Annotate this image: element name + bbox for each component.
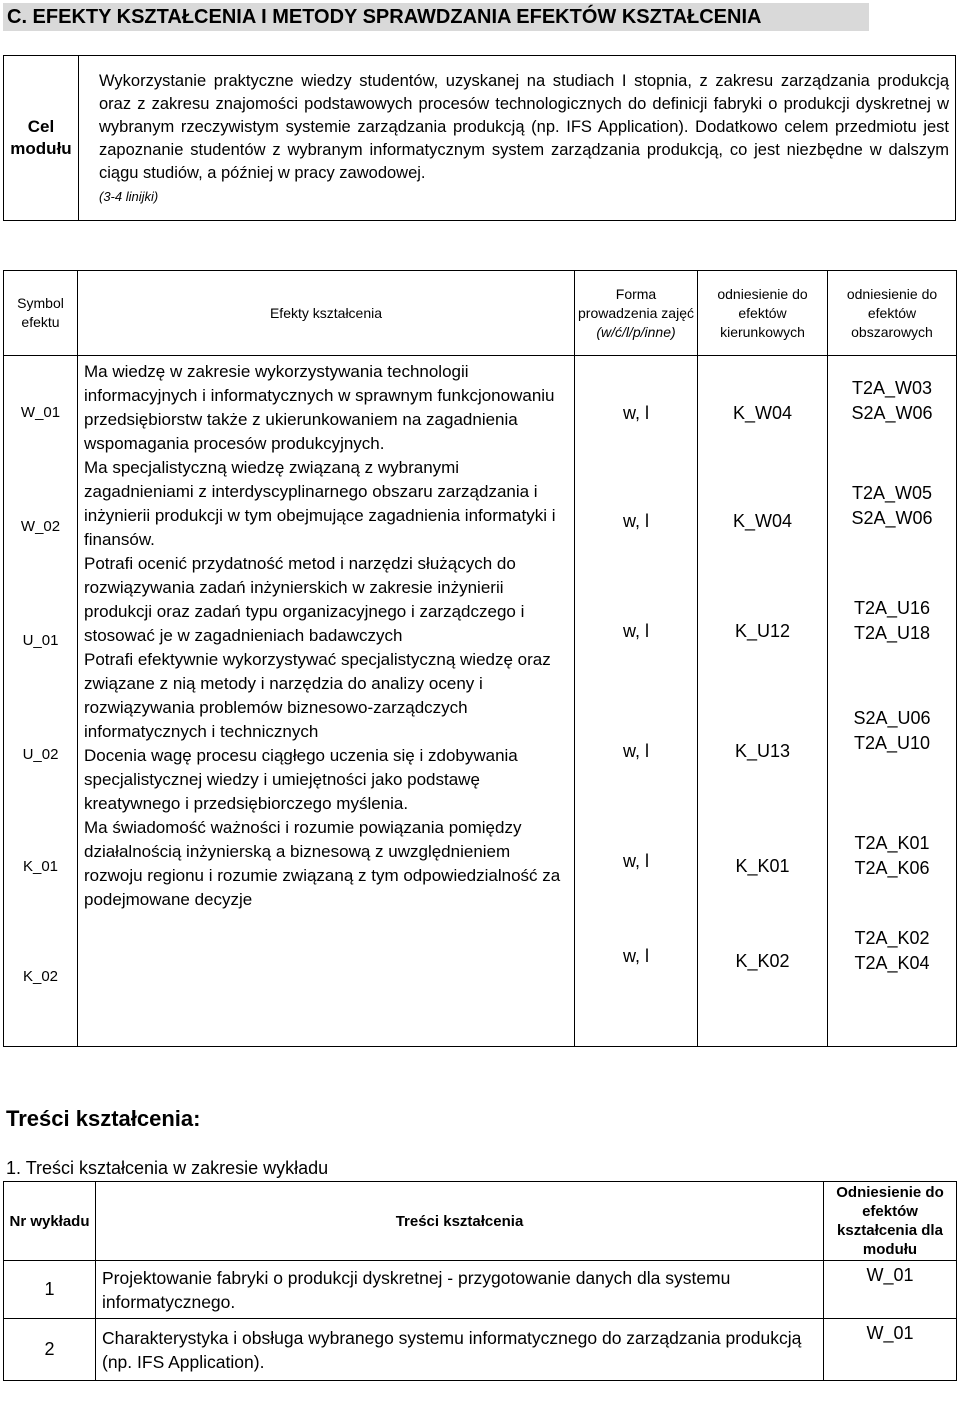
obsz-k01-a: T2A_K01 [854,833,930,853]
forma-u01: w, l [622,621,649,641]
module-goal-label [4,56,79,221]
obsz-w01-b: S2A_W06 [851,403,933,423]
header-lecture-content: Treści kształcenia [96,1182,824,1261]
header-forma-main: Forma prowadzenia zajęć [578,285,694,321]
kier-w02: K_W04 [732,511,793,531]
symbol-k02: K_02 [22,968,59,985]
forma-column [575,356,698,1047]
lecture-ref-2: W_01 [824,1319,957,1381]
symbol-w01: W_01 [20,404,61,421]
header-lecture-nr: Nr wykładu [4,1182,96,1261]
forma-k01: w, l [622,851,649,871]
table-row [4,1319,957,1381]
symbol-u01: U_01 [22,632,59,649]
lecture-ref-1: W_01 [824,1261,957,1319]
obsz-u01 [828,576,956,696]
effect-desc-u01: Potrafi ocenić przydatność metod i narzędzi służących do rozwiązywania zadań inżynierskich w zakresie inżynierii produkcji oraz zadań typu organizacyjnego i zarządczego i stosować je w zagadnieniach badawczych [84,554,525,645]
module-goal-text [79,56,956,221]
obsz-w02-a: T2A_W05 [851,483,933,503]
effects-descriptions [78,356,575,1047]
kier-u01: K_U12 [734,621,791,641]
kier-k02: K_K02 [735,951,790,971]
obsz-k02-a: T2A_K02 [854,928,930,948]
forma-w01: w, l [622,403,649,423]
tresci-subheading: 1. Treści kształcenia w zakresie wykładu [6,1158,329,1178]
header-kierunkowe: odniesienie do efektów kierunkowych [698,271,828,356]
obsz-u02-a: S2A_U06 [853,708,931,728]
module-goal-note: (3-4 linijki) [99,189,159,204]
kierunkowe-column [698,356,828,1047]
lecture-content-2: Charakterystyka i obsługa wybranego systemu informatycznego do zarządzania produkcją (np. IFS Application). [96,1319,824,1381]
kier-k01: K_K01 [735,856,790,876]
obsz-w02-b: S2A_W06 [851,508,933,528]
lecture-nr-2: 2 [4,1319,96,1381]
lecture-nr-1: 1 [4,1261,96,1319]
obsz-w01 [828,356,956,466]
effect-desc-u02: Potrafi efektywnie wykorzystywać specjalistyczną wiedzę oraz związane z nią metody i narzędzia do analizy oceny i rozwiązywania problemów biznesowo-zarządczych informatycznych i technicznych [84,650,551,741]
header-lecture-ref: Odniesienie do efektów kształcenia dla modułu [824,1182,957,1261]
effects-table [3,270,957,1047]
obsz-k01-b: T2A_K06 [854,858,930,878]
forma-w02: w, l [622,511,649,531]
module-goal-table [3,55,956,221]
symbol-u02: U_02 [22,746,59,763]
header-forma [575,271,698,356]
effect-desc-w02: Ma specjalistyczną wiedzę związaną z wybranymi zagadnieniami z interdyscyplinarnego obszaru zarządzania i inżynierii produkcji w tym obejmujące zagadnienia informatyki i finansów. [84,458,556,549]
effect-desc-k02: Ma świadomość ważności i rozumie powiązania pomiędzy działalnością inżynierską a biznesową z uwzględnieniem rozwoju regionu i rozumie związaną z tym odpowiedzialność za podejmowane decyzje [84,818,561,909]
obszarowe-column [828,356,957,1047]
header-obszarowe: odniesienie do efektów obszarowych [828,271,957,356]
obsz-w01-a: T2A_W03 [851,378,933,398]
symbol-k01: K_01 [22,858,59,875]
section-heading: C. EFEKTY KSZTAŁCENIA I METODY SPRAWDZANIA EFEKTÓW KSZTAŁCENIA [3,3,869,31]
effect-desc-k01: Docenia wagę procesu ciągłego uczenia się i zdobywania specjalistycznej wiedzy i umiejętności jako podstawę kreatywnego i przedsiębiorczego myślenia. [84,746,518,813]
obsz-u01-b: T2A_U18 [853,623,931,643]
kier-w01: K_W04 [732,403,793,423]
symbols-cell [4,356,78,1047]
forma-u02: w, l [622,741,649,761]
obsz-k01 [828,816,956,911]
symbol-w02: W_02 [20,518,61,535]
table-row [4,1261,957,1319]
tresci-heading: Treści kształcenia: [6,1106,201,1131]
forma-k02: w, l [622,946,649,966]
obsz-w02 [828,466,956,576]
kier-u02: K_U13 [734,741,791,761]
module-goal-paragraph: Wykorzystanie praktyczne wiedzy studentów, uzyskanej na studiach I stopnia, z zakresu zarządzania produkcją oraz z zakresu znajomości podstawowych procesów technologicznych do definicji fabryki o produkcji dyskretnej w wybranym rzeczywistym systemie zarządzania produkcją (np. IFS Application). Dodatkowo celem przedmiotu jest zapoznanie studentów z wybranym informatycznym system zarządzania produkcją, co jest niezbędne w dalszym ciągu studiów, a później w pracy zawodowej. [99,72,949,182]
lecture-content-1: Projektowanie fabryki o produkcji dyskretnej - przygotowanie danych dla systemu informatycznego. [96,1261,824,1319]
obsz-u01-a: T2A_U16 [853,598,931,618]
obsz-k02 [828,911,956,976]
module-goal-label-line2: modułu [10,139,72,158]
effect-desc-w01: Ma wiedzę w zakresie wykorzystywania technologii informacyjnych i informatycznych w sprawnym funkcjonowaniu przedsiębiorstw także z ukierunkowaniem na zagadnienia wspomagania procesów produkcyjnych. [84,362,555,453]
module-goal-label-line1: Cel [27,117,55,136]
obsz-u02-b: T2A_U10 [853,733,931,753]
lecture-content-table [3,1181,957,1381]
obsz-u02 [828,696,956,816]
header-symbol: Symbol efektu [4,271,78,356]
header-forma-types: (w/ć/l/p/inne) [596,323,676,340]
header-effects: Efekty kształcenia [78,271,575,356]
obsz-k02-b: T2A_K04 [854,953,930,973]
